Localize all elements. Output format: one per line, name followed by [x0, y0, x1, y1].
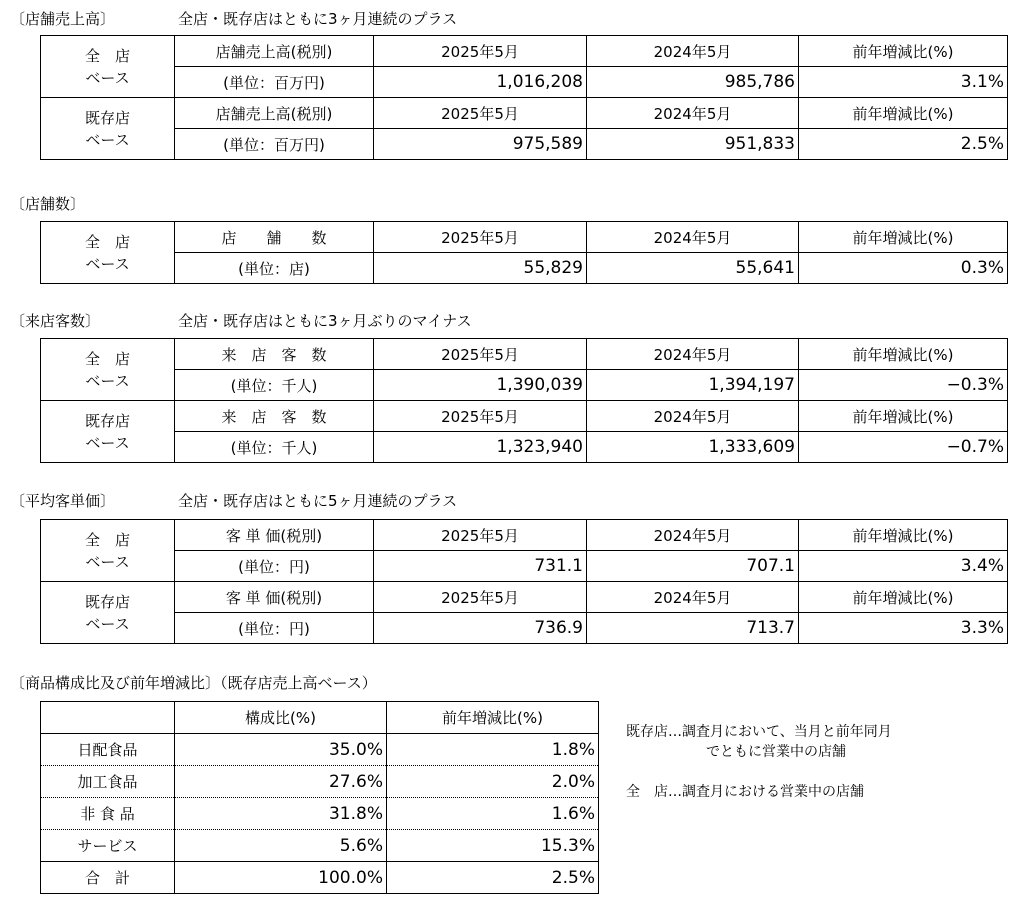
- col-yoy: 前年増減比(%): [799, 36, 1008, 67]
- col-2024: 2024年5月: [587, 401, 799, 432]
- col-2024: 2024年5月: [587, 36, 799, 67]
- metric-label: 店舗売上高(税別): [175, 36, 374, 67]
- base-line1: 既存店: [84, 411, 130, 430]
- col-2025: 2025年5月: [374, 520, 587, 551]
- col-2024: 2024年5月: [587, 222, 799, 253]
- col-yoy: 前年増減比(%): [799, 582, 1008, 613]
- unit-label: (単位：円): [175, 551, 374, 582]
- unit-label: (単位：千人): [175, 432, 374, 463]
- mix-share: 5.6%: [175, 830, 387, 862]
- value-yoy: 0.3%: [799, 253, 1008, 284]
- col-yoy: 前年増減比(%): [799, 339, 1008, 370]
- base-line2: ベース: [85, 614, 130, 633]
- value-yoy: −0.7%: [799, 432, 1008, 463]
- col-2025: 2025年5月: [374, 222, 587, 253]
- mix-yoy: 15.3%: [387, 830, 599, 862]
- mix-yoy: 2.5%: [387, 862, 599, 894]
- value-2024: 951,833: [587, 129, 799, 160]
- col-2025: 2025年5月: [374, 36, 587, 67]
- base-existing-stores: [41, 582, 175, 644]
- value-yoy: 3.4%: [799, 551, 1008, 582]
- unit-label: (単位：円): [175, 613, 374, 644]
- customers-subtitle: 全店・既存店はともに3ヶ月ぶりのマイナス: [178, 312, 472, 330]
- value-2025: 55,829: [374, 253, 587, 284]
- unit-label: (単位：百万円): [175, 67, 374, 98]
- mix-share: 27.6%: [175, 766, 387, 798]
- col-2025: 2025年5月: [374, 401, 587, 432]
- value-2025: 736.9: [374, 613, 587, 644]
- value-yoy: 3.1%: [799, 67, 1008, 98]
- col-yoy: 前年増減比(%): [799, 222, 1008, 253]
- sales-title: 〔店舗売上高〕: [10, 10, 116, 28]
- section-title-stores: [10, 193, 85, 214]
- col-2025: 2025年5月: [374, 582, 587, 613]
- mix-share: 35.0%: [175, 734, 387, 766]
- section-title-mix: [10, 672, 377, 693]
- value-2024: 707.1: [587, 551, 799, 582]
- mix-category: 加工食品: [41, 766, 175, 798]
- col-yoy: 前年増減比(%): [799, 98, 1008, 129]
- base-line1: 既存店: [84, 592, 130, 611]
- value-2024: 55,641: [587, 253, 799, 284]
- metric-label: 来 店 客 数: [175, 339, 374, 370]
- value-yoy: 2.5%: [799, 129, 1008, 160]
- unit-label: (単位：千人): [175, 370, 374, 401]
- base-line2: ベース: [85, 433, 130, 452]
- mix-share: 31.8%: [175, 798, 387, 830]
- note-all-stores: 全 店…調査月における営業中の店舗: [626, 784, 864, 800]
- sales-subtitle: 全店・既存店はともに3ヶ月連続のプラス: [178, 10, 458, 28]
- unit-label: (単位：百万円): [175, 129, 374, 160]
- value-2025: 1,323,940: [374, 432, 587, 463]
- mix-table: [40, 701, 599, 894]
- base-line2: ベース: [85, 68, 130, 87]
- base-line1: 全 店: [84, 530, 130, 549]
- section-title-customers: [10, 310, 472, 331]
- value-2025: 975,589: [374, 129, 587, 160]
- base-line2: ベース: [85, 552, 130, 571]
- base-line2: ベース: [85, 371, 130, 390]
- mix-yoy: 1.8%: [387, 734, 599, 766]
- base-line2: ベース: [85, 254, 130, 273]
- value-2024: 713.7: [587, 613, 799, 644]
- col-2024: 2024年5月: [587, 520, 799, 551]
- col-yoy: 前年増減比(%): [799, 520, 1008, 551]
- col-2024: 2024年5月: [587, 98, 799, 129]
- col-share: 構成比(%): [175, 702, 387, 734]
- base-line2: ベース: [85, 130, 130, 149]
- base-line1: 既存店: [84, 108, 130, 127]
- col-2024: 2024年5月: [587, 339, 799, 370]
- customers-table: [40, 338, 1008, 463]
- base-all-stores: [41, 520, 175, 582]
- base-existing-stores: [41, 98, 175, 160]
- mix-title: 〔商品構成比及び前年増減比〕（既存店売上高ベース）: [10, 674, 377, 692]
- base-existing-stores: [41, 401, 175, 463]
- col-yoy: 前年増減比(%): [799, 401, 1008, 432]
- metric-label: 店舗売上高(税別): [175, 98, 374, 129]
- mix-category: 非 食 品: [41, 798, 175, 830]
- stores-table: [40, 221, 1008, 284]
- mix-row: [41, 766, 599, 798]
- value-2024: 1,333,609: [587, 432, 799, 463]
- metric-label: 客 単 価(税別): [175, 520, 374, 551]
- mix-row: [41, 734, 599, 766]
- note-existing-line1: 既存店…調査月において、当月と前年同月: [626, 724, 892, 740]
- mix-category: 日配食品: [41, 734, 175, 766]
- metric-label: 来 店 客 数: [175, 401, 374, 432]
- value-yoy: −0.3%: [799, 370, 1008, 401]
- base-line1: 全 店: [84, 46, 130, 65]
- col-2025: 2025年5月: [374, 98, 587, 129]
- base-line1: 全 店: [84, 349, 130, 368]
- metric-label: 客 単 価(税別): [175, 582, 374, 613]
- base-all-stores: [41, 36, 175, 98]
- section-title-avg-spend: [10, 490, 458, 511]
- mix-total-row: [41, 862, 599, 894]
- stores-title: 〔店舗数〕: [10, 195, 86, 213]
- mix-category: サービス: [41, 830, 175, 862]
- col-yoy: 前年増減比(%): [387, 702, 599, 734]
- avg-spend-subtitle: 全店・既存店はともに5ヶ月連続のプラス: [178, 492, 458, 510]
- customers-title: 〔来店客数〕: [10, 312, 101, 330]
- value-2024: 1,394,197: [587, 370, 799, 401]
- col-2025: 2025年5月: [374, 339, 587, 370]
- base-all-stores: [41, 339, 175, 401]
- avg-spend-table: [40, 519, 1008, 644]
- avg-spend-title: 〔平均客単価〕: [10, 492, 116, 510]
- definition-notes: [626, 722, 892, 802]
- mix-corner: [41, 702, 175, 734]
- mix-share: 100.0%: [175, 862, 387, 894]
- base-line1: 全 店: [84, 232, 130, 251]
- mix-yoy: 2.0%: [387, 766, 599, 798]
- note-existing-line2: でともに営業中の店舗: [706, 744, 846, 760]
- value-2025: 1,390,039: [374, 370, 587, 401]
- col-2024: 2024年5月: [587, 582, 799, 613]
- mix-yoy: 1.6%: [387, 798, 599, 830]
- sales-table: [40, 35, 1008, 160]
- metric-label: 店 舗 数: [175, 222, 374, 253]
- mix-category: 合 計: [41, 862, 175, 894]
- value-2025: 1,016,208: [374, 67, 587, 98]
- value-2024: 985,786: [587, 67, 799, 98]
- value-yoy: 3.3%: [799, 613, 1008, 644]
- mix-row: [41, 798, 599, 830]
- base-all-stores: [41, 222, 175, 284]
- unit-label: (単位：店): [175, 253, 374, 284]
- mix-row: [41, 830, 599, 862]
- section-title-sales: [10, 8, 458, 29]
- value-2025: 731.1: [374, 551, 587, 582]
